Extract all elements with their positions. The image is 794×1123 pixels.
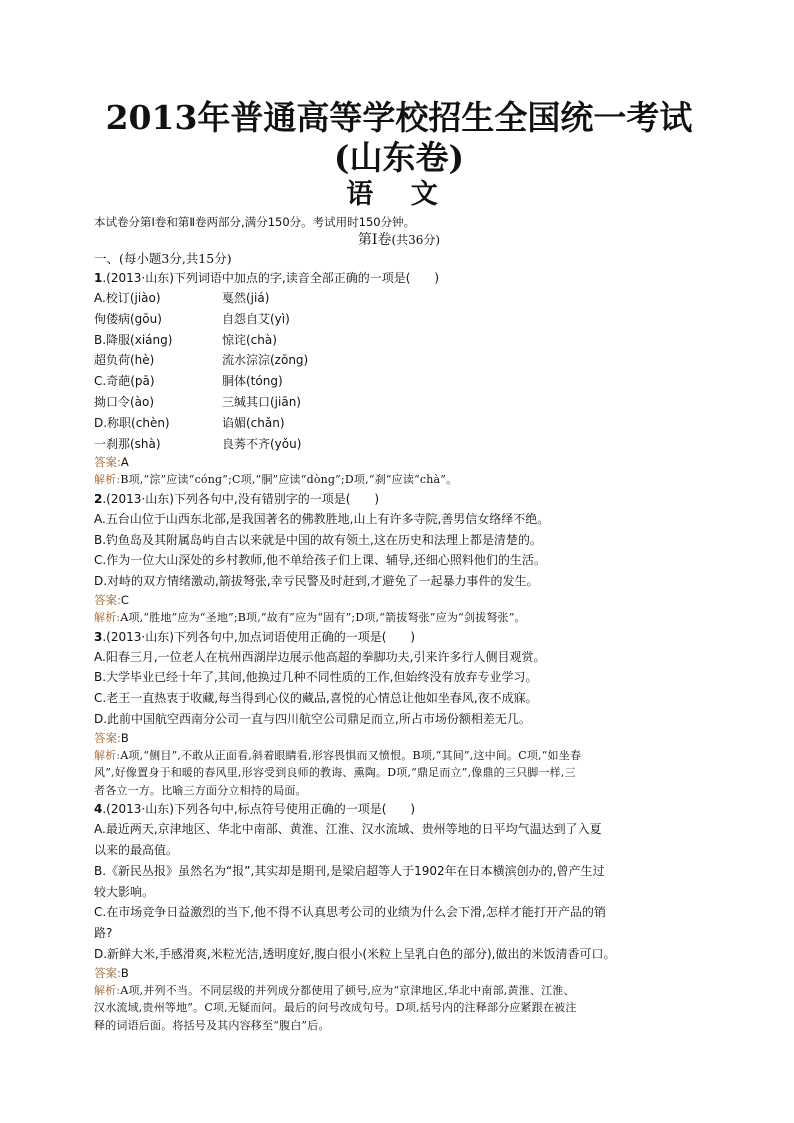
q3-explanation xyxy=(94,747,704,765)
q4-option-b: B.《新民丛报》虽然名为“报”,其实却是期刊,是梁启超等人于1902年在日本横滨创办的,曾产生过 xyxy=(94,863,605,878)
q3-explanation-cont: 者各立一方。比喻三方面分立相持的局面。 xyxy=(94,783,307,797)
part-heading xyxy=(94,230,704,250)
explanation-text: A项,“胜地”应为“圣地”;B项,“故有”应为“固有”;D项,“箭拔弩张”应为“剑拔弩张”。 xyxy=(120,611,526,625)
question-2-stem xyxy=(94,489,704,509)
explanation-label: 解析: xyxy=(94,473,121,487)
q1-word: C.奇葩(pā) xyxy=(94,374,155,389)
question-text: 下列各句中,没有错别字的一项是( ) xyxy=(173,491,380,506)
q4-option-a: A.最近两天,京津地区、华北中南部、黄淮、江淮、汉水流域、贵州等地的日平均气温达到了入夏 xyxy=(94,822,602,837)
q2-option-b: B.钓鱼岛及其附属岛屿自古以来就是中国的故有领土,这在历史和法理上都是清楚的。 xyxy=(94,532,542,547)
q4-explanation-cont: 释的词语后面。将括号及其内容移至“腹白”后。 xyxy=(94,1018,330,1032)
question-4-stem xyxy=(94,799,704,819)
explanation-text: A项,“侧目”,不敢从正面看,斜着眼睛看,形容畏惧而又愤恨。B项,“其间”,这中间。C项,“如坐春 xyxy=(120,748,582,762)
q3-explanation-cont: 风”,好像置身于和暖的春风里,形容受到良师的教诲、熏陶。D项,“鼎足而立”,像鼎的三只脚一样,三 xyxy=(94,766,576,780)
q4-explanation xyxy=(94,982,704,1000)
q4-answer xyxy=(94,965,704,982)
q3-answer xyxy=(94,730,704,747)
q1-word: 拗口令(ào) xyxy=(94,394,155,409)
q4-option-d: D.新鲜大米,手感滑爽,米粒光洁,透明度好,腹白很小(米粒上呈乳白色的部分),做出的米饭清香可口。 xyxy=(94,947,616,962)
question-source: .(2013·山东) xyxy=(102,629,174,644)
part-score: (共36分) xyxy=(391,233,441,247)
question-number: 3 xyxy=(94,629,103,644)
q1-row xyxy=(94,288,704,309)
q1-row xyxy=(94,309,704,330)
q1-row xyxy=(94,350,704,371)
explanation-text: A项,并列不当。不同层级的并列成分都使用了顿号,应为“京津地区,华北中南部,黄淮、江淮、 xyxy=(120,983,575,997)
q3-option-c: C.老王一直热衷于收藏,每当得到心仪的藏品,喜悦的心情总让他如坐春风,夜不成寐。 xyxy=(94,691,538,706)
q2-option-d: D.对峙的双方情绪激动,箭拔弩张,幸亏民警及时赶到,才避免了一起暴力事件的发生。 xyxy=(94,574,539,589)
q1-word: 良莠不齐(yǒu) xyxy=(222,436,302,451)
q1-row xyxy=(94,392,704,413)
q1-word: 戛然(jiá) xyxy=(222,291,270,305)
q2-explanation xyxy=(94,609,704,627)
explanation-label: 解析: xyxy=(94,748,121,762)
q4-option-c-cont: 路? xyxy=(94,926,113,941)
q1-answer xyxy=(94,454,704,471)
answer-label: 答案: xyxy=(94,455,121,470)
question-3-stem xyxy=(94,627,704,647)
question-source: .(2013·山东) xyxy=(102,491,174,506)
question-source: .(2013·山东) xyxy=(102,271,174,285)
exam-title-line1: 2013年普通高等学校招生全国统一考试 xyxy=(105,98,693,137)
q3-option-b: B.大学毕业已经十年了,其间,他换过几种不同性质的工作,但始终没有放弃专业学习。 xyxy=(94,670,538,685)
answer-value: B xyxy=(120,730,129,745)
q3-option-d: D.此前中国航空西南分公司一直与四川航空公司鼎足而立,所占市场份额相差无几。 xyxy=(94,711,531,726)
answer-label: 答案: xyxy=(94,965,121,980)
question-source: .(2013·山东) xyxy=(102,802,174,817)
q1-word: 流水淙淙(zōng) xyxy=(222,353,309,368)
q2-answer xyxy=(94,592,704,609)
q1-word: 三缄其口(jiān) xyxy=(222,394,301,409)
q4-explanation-cont: 汉水流域,贵州等地”。C项,无疑而问。最后的问号改成句号。D项,括号内的注释部分应紧跟在被注 xyxy=(94,1001,577,1015)
q1-word: D.称职(chèn) xyxy=(94,415,170,430)
q1-word: 超负荷(hè) xyxy=(94,353,155,368)
q4-option-a-cont: 以来的最高值。 xyxy=(94,843,179,858)
q1-word: 自怨自艾(yì) xyxy=(222,311,290,326)
question-text: 下列词语中加点的字,读音全部正确的一项是( ) xyxy=(173,271,440,285)
subject-heading: 语 文 xyxy=(346,179,452,210)
q1-word: 惊诧(chà) xyxy=(222,332,277,347)
question-1-stem xyxy=(94,268,704,288)
q1-row xyxy=(94,434,704,455)
question-text: 下列各句中,加点词语使用正确的一项是( ) xyxy=(173,629,416,644)
section-heading: 一、(每小题3分,共15分) xyxy=(94,251,232,266)
q1-word: 谄媚(chǎn) xyxy=(222,415,285,430)
q1-word: 一刹那(shà) xyxy=(94,436,161,451)
exam-intro: 本试卷分第Ⅰ卷和第Ⅱ卷两部分,满分150分。考试用时150分钟。 xyxy=(94,215,416,229)
q1-word: B.降服(xiáng) xyxy=(94,332,173,347)
q1-word: 胴体(tóng) xyxy=(222,374,283,389)
answer-value: A xyxy=(120,455,129,470)
answer-value: C xyxy=(120,593,129,608)
question-number: 1 xyxy=(94,271,103,285)
question-text: 下列各句中,标点符号使用正确的一项是( ) xyxy=(173,802,416,817)
q4-option-b-cont: 较大影响。 xyxy=(94,884,155,899)
q1-explanation xyxy=(94,471,704,489)
answer-label: 答案: xyxy=(94,730,121,745)
explanation-text: B项,“淙”应读“cóng”;C项,“胴”应读“dòng”;D项,“刹”应读“chà”。 xyxy=(120,473,458,487)
question-number: 2 xyxy=(94,491,103,506)
question-number: 4 xyxy=(94,802,103,817)
q2-option-c: C.作为一位大山深处的乡村教师,他不单给孩子们上课、辅导,还细心照料他们的生活。 xyxy=(94,553,546,568)
explanation-label: 解析: xyxy=(94,611,121,625)
answer-label: 答案: xyxy=(94,593,121,608)
exam-page xyxy=(94,98,704,1034)
exam-title-line2: (山东卷) xyxy=(333,138,465,177)
q1-word: 佝偻病(gōu) xyxy=(94,311,162,326)
q1-row xyxy=(94,413,704,434)
part-label: 第Ⅰ卷 xyxy=(357,232,392,248)
q1-row xyxy=(94,371,704,392)
q1-row xyxy=(94,330,704,351)
answer-value: B xyxy=(120,965,129,980)
q1-word: A.校订(jiào) xyxy=(94,291,161,305)
q2-option-a: A.五台山位于山西东北部,是我国著名的佛教胜地,山上有许多寺院,善男信女络绎不绝。 xyxy=(94,511,550,526)
q4-option-c: C.在市场竞争日益激烈的当下,他不得不认真思考公司的业绩为什么会下滑,怎样才能打开产品的销 xyxy=(94,905,606,920)
explanation-label: 解析: xyxy=(94,983,121,997)
q3-option-a: A.阳春三月,一位老人在杭州西湖岸边展示他高超的拳脚功夫,引来许多行人侧目观赏。 xyxy=(94,649,546,664)
